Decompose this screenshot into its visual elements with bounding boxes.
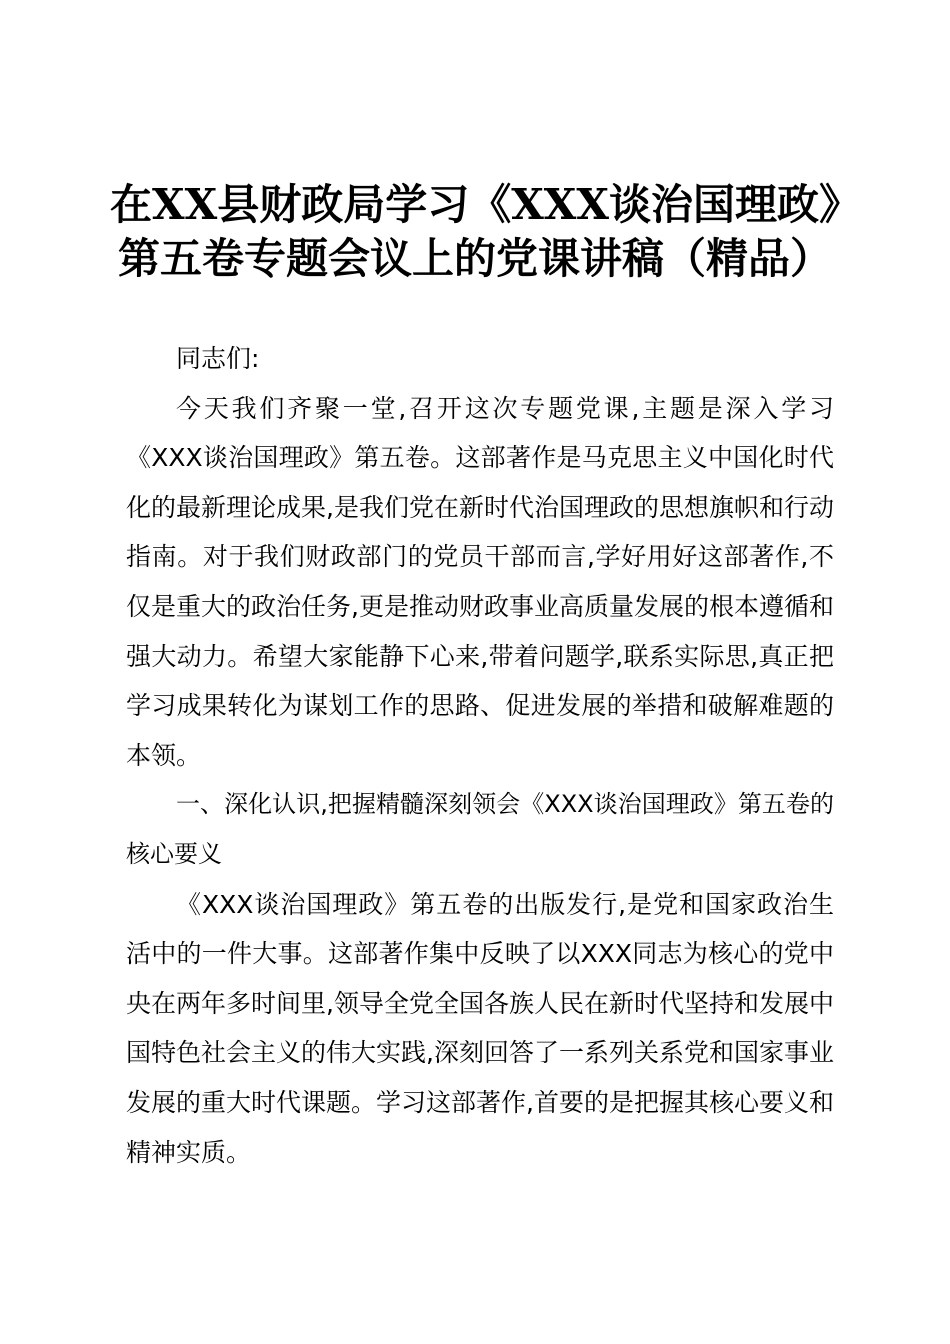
section-heading-1: 一、深化认识,把握精髓深刻领会《XXX谈治国理政》第五卷的核心要义 — [126, 790, 834, 868]
document-title: 在XX县财政局学习《XXX谈治国理政》第五卷专题会议上的党课讲稿（精品） — [110, 180, 840, 283]
salutation: 同志们: — [176, 344, 260, 373]
document-body — [126, 334, 834, 1177]
paragraph-intro: 今天我们齐聚一堂,召开这次专题党课,主题是深入学习《XXX谈治国理政》第五卷。这部著作是马克思主义中国化时代化的最新理论成果,是我们党在新时代治国理政的思想旗帜和行动指南。对于我们财政部门的党员干部而言,学好用好这部著作,不仅是重大的政治任务,更是推动财政事业高质量发展的根本遵循和强大动力。希望大家能静下心来,带着问题学,联系实际思,真正把学习成果转化为谋划工作的思路、促进发展的举措和破解难题的本领。 — [126, 393, 834, 770]
paragraph-section-1: 《XXX谈治国理政》第五卷的出版发行,是党和国家政治生活中的一件大事。这部著作集中反映了以XXX同志为核心的党中央在两年多时间里,领导全党全国各族人民在新时代坚持和发展中国特色社会主义的伟大实践,深刻回答了一系列关系党和国家事业发展的重大时代课题。学习这部著作,首要的是把握其核心要义和精神实质。 — [126, 889, 834, 1167]
